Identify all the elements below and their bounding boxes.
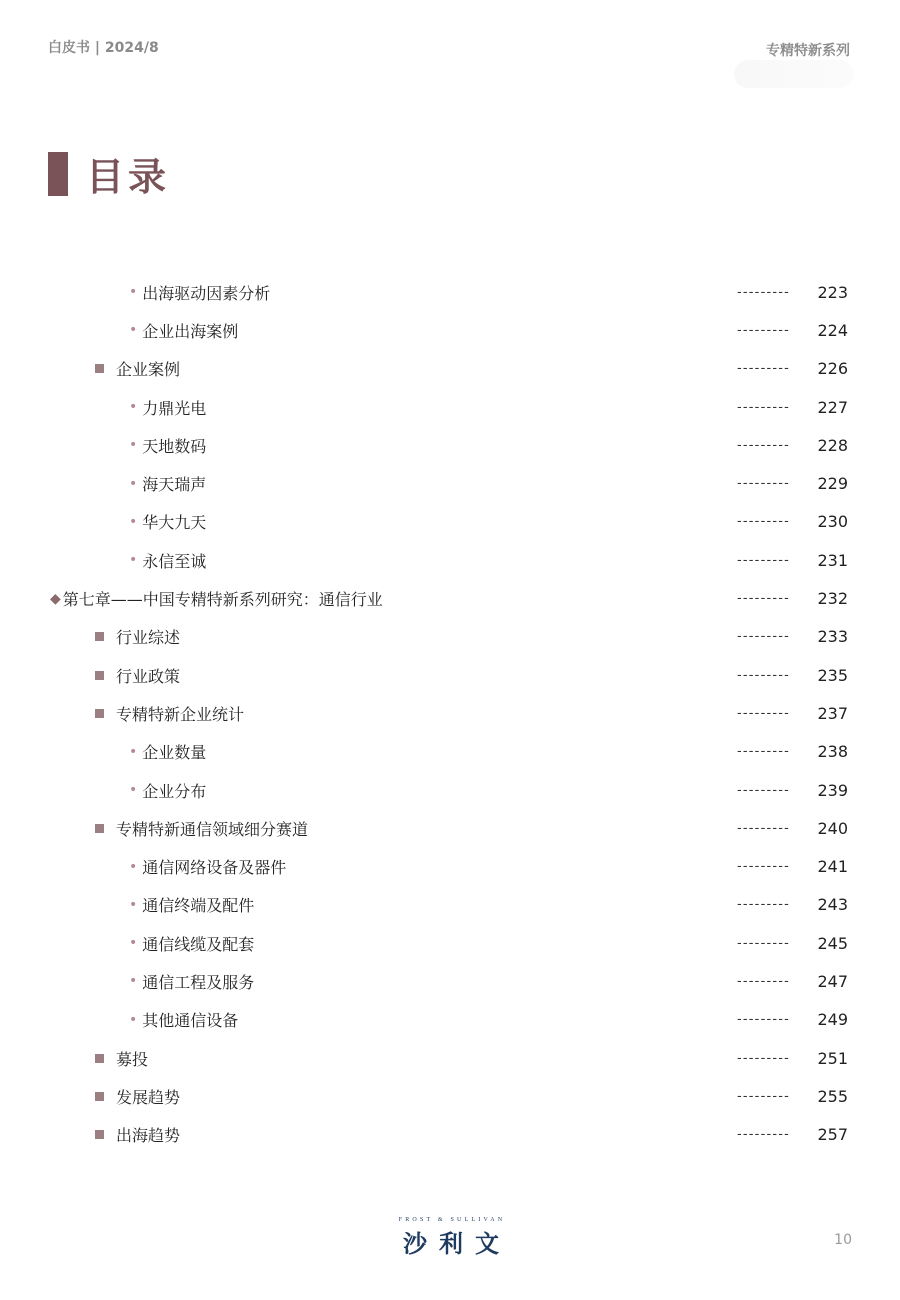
toc-entry-label: 华大九天 (142, 513, 207, 533)
toc-entry[interactable] (0, 503, 900, 541)
toc-entry-label: 海天瑞声 (142, 475, 207, 495)
page-number: 10 (834, 1232, 852, 1248)
toc-entry[interactable] (0, 618, 900, 656)
dot-bullet-icon: • (129, 399, 138, 416)
toc-leader-dashes: --------- (737, 820, 791, 836)
square-bullet-icon (95, 1054, 104, 1063)
toc-entry-page: 227 (817, 397, 848, 417)
diamond-bullet-icon: ◆ (50, 590, 61, 607)
toc-entry-page: 232 (817, 589, 848, 609)
dot-bullet-icon: • (129, 973, 138, 990)
toc-entry[interactable] (0, 847, 900, 885)
dot-bullet-icon: • (129, 782, 138, 798)
toc-entry[interactable] (0, 1077, 900, 1115)
logo-english-text: FROST & SULLIVAN (398, 1217, 506, 1223)
toc-entry-page: 230 (817, 512, 848, 532)
heading-accent-bar (48, 152, 68, 196)
toc-entry-label: 企业案例 (116, 360, 181, 380)
toc-entry[interactable] (0, 656, 900, 694)
dot-bullet-icon: • (129, 284, 138, 301)
toc-leader-dashes: --------- (737, 1127, 791, 1143)
toc-entry[interactable] (0, 1039, 900, 1077)
toc-entry-page: 237 (817, 703, 848, 723)
square-bullet-icon (95, 671, 104, 680)
toc-entry-page: 226 (817, 359, 848, 379)
dot-bullet-icon: • (129, 858, 138, 875)
toc-entry[interactable] (0, 886, 900, 924)
toc-entry-page: 223 (817, 282, 848, 302)
toc-entry-label: 出海趋势 (116, 1126, 181, 1146)
toc-leader-dashes: --------- (737, 667, 791, 683)
toc-entry-label: 募投 (116, 1049, 149, 1069)
square-bullet-icon (95, 1130, 104, 1139)
page-title: 目录 (86, 155, 171, 199)
toc-leader-dashes: --------- (737, 399, 791, 415)
toc-entry-label: 企业出海案例 (142, 321, 239, 341)
toc-entry-page: 251 (817, 1048, 848, 1068)
dot-bullet-icon: • (129, 322, 138, 339)
toc-entry-label: 发展趋势 (116, 1087, 181, 1107)
toc-leader-dashes: --------- (737, 973, 791, 989)
toc-entry-page: 257 (817, 1125, 848, 1145)
toc-entry-label: 力鼎光电 (142, 398, 207, 418)
toc-entry[interactable] (0, 541, 900, 579)
toc-leader-dashes: --------- (737, 1088, 791, 1104)
table-of-contents (0, 273, 900, 1154)
toc-entry[interactable] (0, 350, 900, 388)
toc-entry[interactable] (0, 273, 900, 311)
toc-entry[interactable] (0, 733, 900, 771)
toc-entry[interactable] (0, 579, 900, 617)
toc-entry-page: 238 (817, 742, 848, 762)
logo-chinese-text: 沙利文 (403, 1230, 511, 1258)
dot-bullet-icon: • (129, 437, 138, 454)
frost-sullivan-logo (390, 1217, 514, 1259)
toc-entry[interactable] (0, 311, 900, 349)
toc-entry[interactable] (0, 388, 900, 426)
toc-entry-label: 通信工程及服务 (142, 972, 255, 992)
toc-entry-page: 229 (817, 474, 848, 494)
toc-entry-page: 255 (817, 1086, 848, 1106)
dot-bullet-icon: • (129, 935, 138, 952)
toc-entry[interactable] (0, 426, 900, 464)
toc-entry[interactable] (0, 694, 900, 732)
toc-leader-dashes: --------- (737, 744, 791, 760)
toc-leader-dashes: --------- (737, 705, 791, 721)
header-series-label: 专精特新系列 (766, 43, 850, 59)
toc-entry-label: 行业综述 (116, 628, 181, 648)
square-bullet-icon (95, 632, 104, 641)
toc-leader-dashes: --------- (737, 859, 791, 875)
toc-entry-label: 天地数码 (142, 436, 207, 456)
toc-leader-dashes: --------- (737, 437, 791, 453)
dot-bullet-icon: • (129, 1011, 138, 1028)
toc-entry[interactable] (0, 1116, 900, 1154)
toc-leader-dashes: --------- (737, 629, 791, 645)
square-bullet-icon (95, 1092, 104, 1101)
toc-entry-page: 249 (817, 1010, 848, 1030)
toc-leader-dashes: --------- (737, 591, 791, 607)
dot-bullet-icon: • (129, 896, 138, 913)
toc-entry-label: 企业数量 (142, 743, 207, 763)
toc-entry[interactable] (0, 924, 900, 962)
toc-entry-page: 235 (817, 665, 848, 685)
toc-entry-page: 239 (817, 780, 848, 800)
toc-leader-dashes: --------- (737, 552, 791, 568)
section-heading (48, 146, 170, 201)
header-doc-label: 白皮书 | 2024/8 (48, 40, 159, 56)
dot-bullet-icon: • (129, 513, 138, 530)
toc-leader-dashes: --------- (737, 1050, 791, 1066)
toc-entry[interactable] (0, 771, 900, 809)
toc-leader-dashes: --------- (737, 897, 791, 913)
toc-entry-label: 专精特新企业统计 (116, 704, 245, 724)
toc-entry-page: 233 (817, 627, 848, 647)
toc-entry-label: 出海驱动因素分析 (142, 283, 271, 303)
toc-entry-label: 行业政策 (116, 666, 181, 686)
toc-entry-page: 247 (817, 971, 848, 991)
toc-leader-dashes: --------- (737, 361, 791, 377)
toc-leader-dashes: --------- (737, 476, 791, 492)
toc-entry-label: 第七章——中国专精特新系列研究：通信行业 (62, 590, 383, 610)
toc-entry[interactable] (0, 809, 900, 847)
toc-entry-label: 通信网络设备及器件 (142, 858, 287, 878)
toc-entry-page: 241 (817, 857, 848, 877)
square-bullet-icon (95, 364, 104, 373)
toc-leader-dashes: --------- (737, 782, 791, 798)
toc-entry[interactable] (0, 464, 900, 502)
toc-entry-label: 永信至诚 (142, 551, 207, 571)
toc-entry-label: 通信线缆及配套 (142, 934, 255, 954)
toc-leader-dashes: --------- (737, 514, 791, 530)
toc-entry-page: 245 (817, 933, 848, 953)
toc-entry[interactable] (0, 962, 900, 1000)
toc-entry-label: 专精特新通信领域细分赛道 (116, 819, 309, 839)
square-bullet-icon (95, 824, 104, 833)
toc-entry-page: 224 (817, 320, 848, 340)
toc-leader-dashes: --------- (737, 935, 791, 951)
dot-bullet-icon: • (129, 743, 138, 760)
dot-bullet-icon: • (129, 552, 138, 569)
toc-entry-page: 231 (817, 550, 848, 570)
toc-entry[interactable] (0, 1001, 900, 1039)
square-bullet-icon (95, 709, 104, 718)
toc-leader-dashes: --------- (737, 284, 791, 300)
toc-entry-label: 通信终端及配件 (142, 896, 255, 916)
dot-bullet-icon: • (129, 475, 138, 492)
toc-entry-page: 240 (817, 818, 848, 838)
toc-leader-dashes: --------- (737, 322, 791, 338)
header-watermark (734, 60, 854, 88)
toc-entry-label: 企业分布 (142, 781, 207, 801)
toc-entry-label: 其他通信设备 (142, 1011, 239, 1031)
toc-entry-page: 228 (817, 435, 848, 455)
toc-entry-page: 243 (817, 895, 848, 915)
toc-leader-dashes: --------- (737, 1012, 791, 1028)
